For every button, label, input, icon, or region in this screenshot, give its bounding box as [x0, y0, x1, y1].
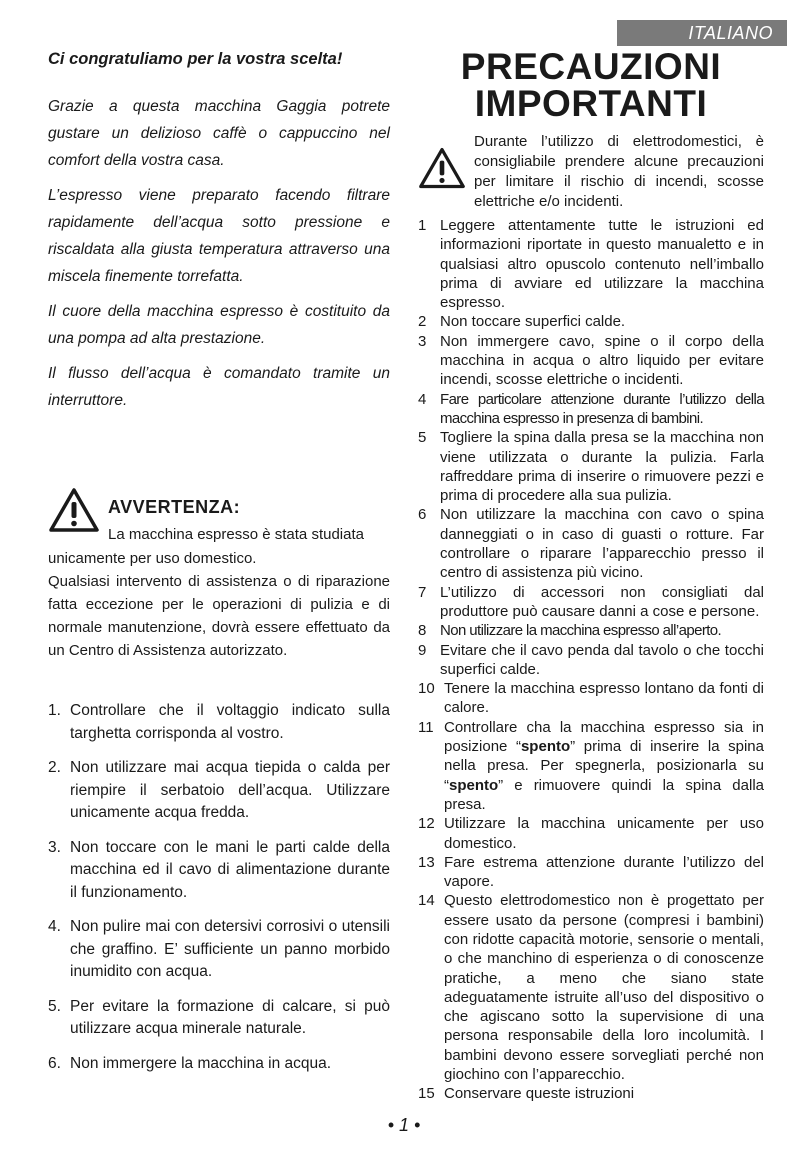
intro-paragraph: L’espresso viene preparato facendo filtrare rapidamente dell’acqua sotto pressione e riscaldata alla giusta temperatura attraverso una miscela finemente torrefatta.	[48, 187, 390, 285]
left-column	[48, 50, 390, 422]
warning-triangle-icon	[418, 146, 466, 190]
list-number: 6	[418, 506, 427, 524]
list-text: Evitare che il cavo penda dal tavolo o che tocchi superfici calde.	[440, 641, 764, 678]
list-text: Per evitare la formazione di calcare, si può utilizzare acqua minerale naturale.	[70, 997, 390, 1037]
list-number: 1.	[48, 702, 61, 719]
list-number: 13	[418, 853, 435, 871]
list-text: ” e rimuovere quindi la spina dalla presa.	[444, 776, 764, 813]
list-number: 4.	[48, 918, 61, 935]
list-number: 3	[418, 332, 427, 350]
precautions-intro	[418, 132, 764, 212]
list-text: Non utilizzare la macchina con cavo o spina danneggiati o in caso di guasti o rotture. Far controllare o riparare l’apparecchio presso il centro di assistenza più vicino.	[440, 506, 764, 582]
list-item	[418, 332, 764, 390]
precautions-intro-text: Durante l’utilizzo di elettrodomestici, è consigliabile prendere alcune precauzioni per limitare il rischio di incendi, scosse elettriche e/o incidenti.	[474, 133, 764, 210]
switch-state-label: spento	[449, 776, 499, 794]
title-line: PRECAUZIONI	[460, 46, 722, 87]
page-number: • 1 •	[387, 1115, 421, 1135]
list-number: 15	[418, 1085, 435, 1103]
list-number: 1	[418, 217, 427, 234]
list-text: Fare particolare attenzione durante l’utilizzo della macchina espresso in presenza di bambini.	[440, 390, 764, 427]
list-number: 10	[418, 680, 435, 698]
list-item	[418, 718, 764, 814]
list-text: Conservare queste istruzioni	[444, 1085, 635, 1103]
warning-first-line: La macchina espresso è stata studiata	[108, 526, 364, 543]
list-text: Non toccare con le mani le parti calde della macchina ed il cavo di alimentazione durante il funzionamento.	[70, 838, 390, 901]
list-item	[418, 312, 764, 331]
greeting-heading: Ci congratuliamo per la vostra scelta!	[48, 50, 343, 68]
list-item	[418, 853, 764, 892]
list-text: Controllare che il voltaggio indicato sulla targhetta corrisponda al vostro.	[70, 702, 390, 742]
intro-text	[48, 93, 390, 414]
list-text: Non immergere cavo, spine o il corpo della macchina in acqua o altro liquido per evitare incendi, scosse elettriche o incidenti.	[440, 332, 764, 389]
list-item	[418, 428, 764, 505]
list-number: 6.	[48, 1054, 61, 1072]
warning-triangle-icon	[48, 487, 100, 533]
list-item	[48, 837, 390, 905]
list-number: 8	[418, 622, 426, 640]
list-item	[418, 621, 764, 640]
list-text: Non utilizzare la macchina espresso all’aperto.	[440, 622, 722, 640]
list-text: Utilizzare la macchina unicamente per uso domestico.	[444, 815, 764, 852]
list-text: Non toccare superfici calde.	[440, 313, 626, 331]
list-number: 2.	[48, 759, 61, 776]
list-item	[48, 996, 390, 1041]
list-text: Non utilizzare mai acqua tiepida o calda per riempire il serbatoio dell’acqua. Utilizzare unicamente acqua fredda.	[70, 759, 390, 821]
list-text: Togliere la spina dalla presa se la macchina non viene utilizzata o durante la pulizia. Farla raffreddare prima di inserire o rimuovere pezzi e prima di procedere alla sua pulizia.	[440, 429, 764, 505]
list-text: Non immergere la macchina in acqua.	[70, 1054, 332, 1072]
intro-paragraph: Il flusso dell’acqua è comandato tramite un interruttore.	[48, 365, 390, 409]
list-number: 11	[418, 718, 434, 736]
list-number: 5	[418, 429, 427, 447]
list-item	[48, 757, 390, 825]
page-title	[418, 48, 764, 122]
list-item	[48, 700, 390, 745]
list-item	[418, 641, 764, 680]
list-item	[418, 216, 764, 312]
list-item	[418, 1084, 764, 1103]
title-line: IMPORTANTI	[474, 83, 708, 124]
warning-title: AVVERTENZA:	[108, 497, 241, 517]
list-item	[418, 814, 764, 853]
list-text: Controllare cha la macchina espresso sia in posizione “	[444, 718, 764, 756]
intro-paragraph: Grazie a questa macchina Gaggia potrete gustare un delizioso caffè o cappuccino nel comfort della vostra casa.	[48, 98, 390, 169]
list-text: L’utilizzo di accessori non consigliati dal produttore può causare danni a cose e persone.	[440, 583, 764, 620]
warning-text: Qualsiasi intervento di assistenza o di riparazione fatta eccezione per le operazioni di pulizia e di normale manutenzione, dovrà essere effettuato da un Centro di Assistenza autorizzato.	[48, 573, 390, 659]
right-column	[418, 48, 764, 1104]
list-item	[418, 679, 764, 718]
list-text: Questo elettrodomestico non è progettato per essere usato da persone (compresi i bambini) con ridotte capacità motorie, sensorie o mentali, o che manchino di esperienza o di conoscenze pratiche, a meno che siano state adeguatamente istruite all’uso del dispositivo o che agiscano sotto la supervisione di una persona responsabile della loro incolumità. I bambini devono essere sorvegliati perché non giochino con l’apparecchio.	[444, 892, 764, 1084]
list-number: 9	[418, 641, 427, 659]
list-number: 2	[418, 313, 427, 331]
list-item	[48, 1053, 390, 1076]
language-tab: ITALIANO	[617, 20, 787, 46]
list-text: Tenere la macchina espresso lontano da fonti di calore.	[444, 680, 764, 717]
precautions-list	[418, 216, 764, 1104]
list-number: 4	[418, 390, 426, 408]
list-text: Leggere attentamente tutte le istruzioni ed informazioni riportate in questo manualetto e in qualsiasi altro opuscolo contenuto nell’imballo prima di avviare ed utilizzare la macchina espresso.	[440, 217, 764, 312]
list-text: ” prima di inserire la spina nella presa. Per spegnerla, posizionarla su “	[444, 738, 764, 794]
list-number: 3.	[48, 838, 61, 856]
list-text: Fare estrema attenzione durante l’utilizzo del vapore.	[444, 853, 764, 891]
intro-paragraph: Il cuore della macchina espresso è costituito da una pompa ad alta prestazione.	[48, 303, 390, 347]
list-item	[418, 891, 764, 1084]
list-item	[418, 505, 764, 582]
warning-box	[48, 487, 390, 668]
list-number: 12	[418, 815, 435, 833]
list-number: 7	[418, 583, 427, 601]
list-text: Non pulire mai con detersivi corrosivi o utensili che graffino. E’ sufficiente un panno morbido inumidito con acqua.	[70, 918, 390, 980]
list-number: 14	[418, 892, 435, 910]
list-number: 5.	[48, 997, 61, 1015]
list-item	[48, 916, 390, 984]
warning-first-line-cont: unicamente per uso domestico.	[48, 550, 257, 567]
list-item	[418, 583, 764, 622]
switch-state-label: spento	[520, 738, 571, 756]
care-list	[48, 700, 390, 1087]
list-item	[418, 390, 764, 429]
